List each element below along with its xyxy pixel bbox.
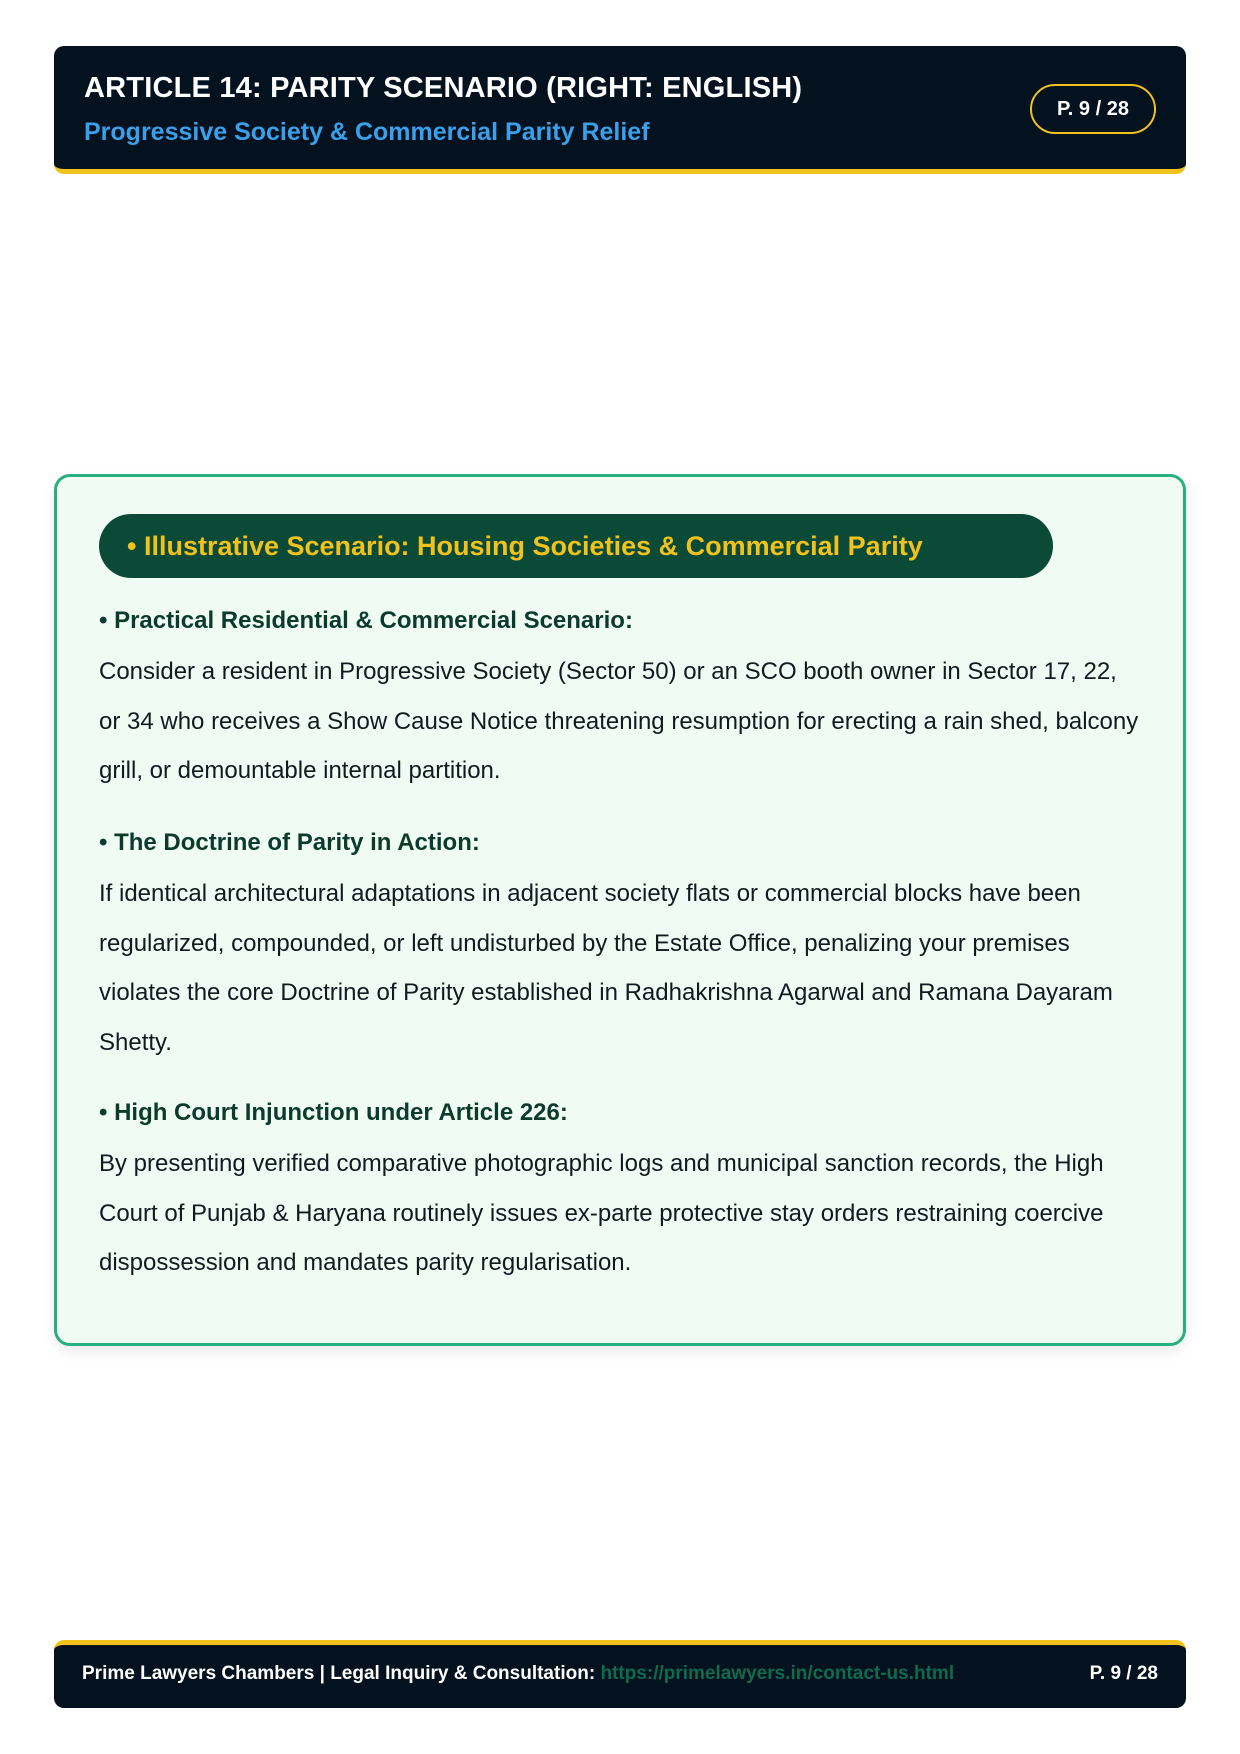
scenario-card (54, 474, 1186, 1346)
footer-contact-link[interactable]: https://primelawyers.in/contact-us.html (600, 1663, 955, 1684)
section-body-high-court-injunction: By presenting verified comparative photographic logs and municipal sanction records, the High Court of Punjab & Haryana routinely issues ex-parte protective stay orders restraining coercive dispossession and mandates parity regularisation. (99, 1150, 1104, 1276)
footer-org-text: Prime Lawyers Chambers | Legal Inquiry & Consultation: (82, 1663, 596, 1684)
footer-page-number: P. 9 / 28 (1089, 1663, 1158, 1684)
page-title: ARTICLE 14: PARITY SCENARIO (RIGHT: ENGLISH) (84, 72, 803, 104)
section-body-doctrine-of-parity: If identical architectural adaptations in adjacent society flats or commercial blocks have been regularized, compounded, or left undisturbed by the Estate Office, penalizing your premises violates the core Doctrine of Parity established in Radhakrishna Agarwal and Ramana Dayaram Shetty. (99, 880, 1113, 1056)
section-heading-doctrine-of-parity: • The Doctrine of Parity in Action: (99, 829, 480, 856)
section-heading-practical-scenario: • Practical Residential & Commercial Scenario: (99, 607, 633, 634)
page-number-badge: P. 9 / 28 (1030, 84, 1156, 134)
page-subtitle: Progressive Society & Commercial Parity Relief (84, 118, 650, 146)
page-footer (54, 1640, 1186, 1708)
section-body-practical-scenario: Consider a resident in Progressive Society (Sector 50) or an SCO booth owner in Sector 17, 22, or 34 who receives a Show Cause Notice threatening resumption for erecting a rain shed, balcony grill, or demountable internal partition. (99, 658, 1139, 784)
section-heading-high-court-injunction: • High Court Injunction under Article 226: (99, 1099, 568, 1126)
scenario-pill-label: • Illustrative Scenario: Housing Societies & Commercial Parity (99, 514, 1053, 578)
footer-text (82, 1663, 954, 1685)
page-header (54, 46, 1186, 174)
